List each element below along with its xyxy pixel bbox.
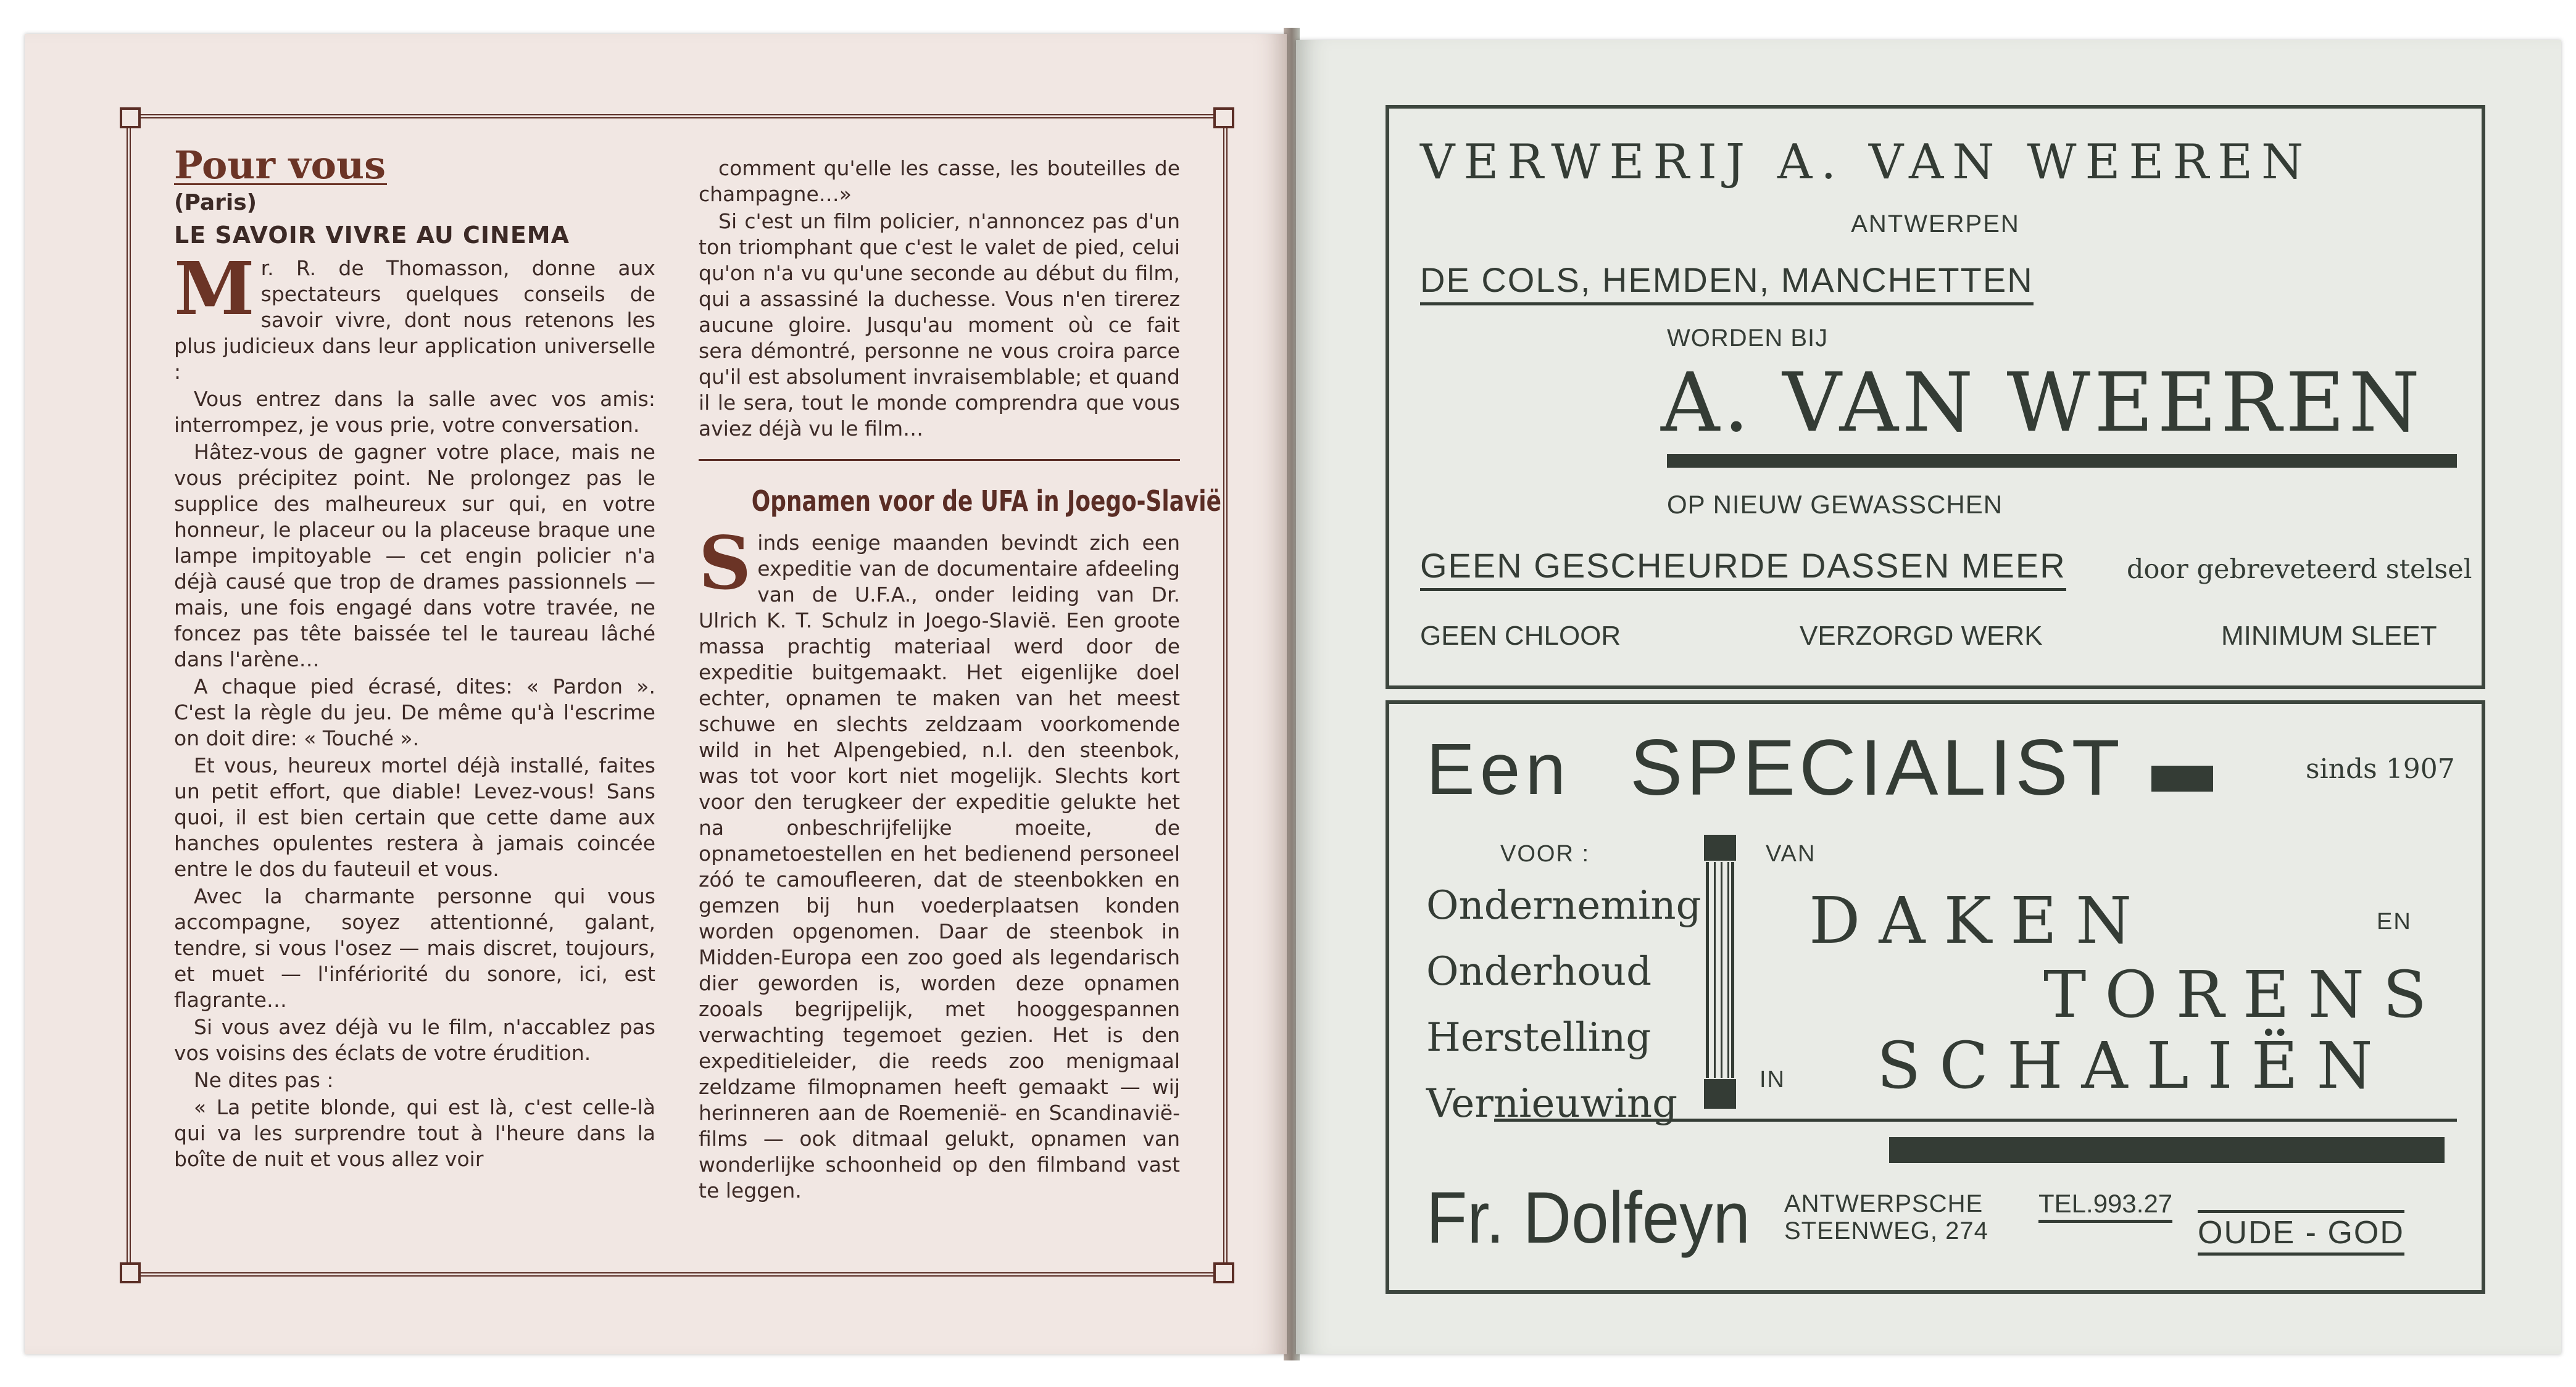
- article-paragraph: Et vous, heureux mortel déjà installé, faites un petit effort, que diable! Levez-vous! Sans quoi, il est bien certain que cette dame aux hanches opulentes restera à jamais coincée entre le dos du fauteuil et vous.: [174, 753, 655, 881]
- ad-en: EN: [2377, 909, 2412, 935]
- article-paragraph: Ne dites pas :: [194, 1068, 334, 1092]
- ad-service: Onderhoud: [1426, 949, 1652, 995]
- ad-company-name: A. VAN WEEREN: [1661, 355, 2424, 450]
- article-paragraph: Hâtez-vous de gagner votre place, mais ne vous précipitez point. Ne prolongez pas le supplice des malheureux sur qui, en votre honneur, le placeur ou la placeuse braque une lampe impitoyable — cet engin policier n'a déjà causé que trop de drames passionnels — mais, une fois engagé dans votre travée, ne foncez pas tête baissée tel le taureau lâché dans l'arène…: [174, 440, 655, 671]
- magazine-spread: [25, 28, 2561, 1354]
- drop-cap: S: [699, 520, 752, 606]
- article-heading: LE SAVOIR VIVRE AU CINEMA: [174, 222, 570, 249]
- ad-op-nieuw: OP NIEUW GEWASSCHEN: [1667, 490, 2003, 519]
- column-divider: [699, 459, 1180, 461]
- ad-daken: DAKEN: [1809, 883, 2151, 958]
- frame-corner-ornament: [1213, 1262, 1234, 1283]
- ad-torens: TORENS: [2043, 957, 2446, 1032]
- article-paragraph: Sinds eenige maanden bevindt zich een expeditie van de documentaire afdeeling van de U.F.A., onder leiding van Dr. Ulrich K. T. Schulz in Joego-Slavië. Een groote massa prachtig materiaal werd door de expeditie buitgemaakt. Het eigenlijke doel echter, opnamen te maken van het meest schuwe en slechts zeldzaam voorkomende wild in het Alpengebied, n.l. den steenbok, was tot voor kort niet mogelijk. Slechts kort voor den terugkeer der expeditie gelukte het na onbeschrijfelijke moeite, de opnametoestellen en het bedienend personeel zóó te camoufleeren, dat de steenbokken en gemzen bij hun voederplaatsen konden worden opgenomen. Daar de steenbok in Midden-Europa een zoo goed als legendarisch dier geworden is, worden deze opnamen zooals begrijpelijk, met hooggespannen verwachting tegemoet gezien. Het is den expeditieleider, die reeds zoo menigmaal zeldzame filmopnamen heeft gemaakt — wij herinneren aan de Roemenië- en Scandinavië-films — ook ditmaal gelukt, opnamen van wonderlijke schoonheid op den filmband vast te leggen.: [699, 520, 1180, 1203]
- frame-corner-ornament: [120, 107, 141, 128]
- ad-bar: [1667, 454, 2457, 468]
- ad-in: IN: [1760, 1067, 1785, 1093]
- frame-corner-ornament: [120, 1262, 141, 1283]
- column-ornament-top: [1704, 835, 1736, 861]
- ad-feature: GEEN CHLOOR: [1420, 621, 1621, 651]
- right-page: [1296, 40, 2561, 1354]
- ad-since: sinds 1907: [2306, 753, 2455, 785]
- ad-bar: [1889, 1137, 2445, 1163]
- article-column-2: [699, 155, 1221, 1205]
- column-ornament-base: [1704, 1079, 1736, 1109]
- ad-city: ANTWERPEN: [1851, 210, 2020, 238]
- article-title: Pour vous: [174, 143, 386, 188]
- article-paragraph: Si vous avez déjà vu le film, n'accablez pas vos voisins des éclats de votre érudition.: [174, 1015, 655, 1065]
- article-paragraph: Si c'est un film policier, n'annoncez pas d'un ton triomphant que c'est le valet de pied, celui qu'on n'a vu qu'une seconde au début du film, qui a assassiné la duchesse. Vous n'en tirerez aucune gloire. Jusqu'au moment où ce fait sera démontré, personne ne vous croira parce qu'il est absolument invraisemblable; et quand il le sera, tout le monde comprendra que vous aviez déjà vu le film…: [699, 209, 1180, 441]
- ad-worden-bij: WORDEN BIJ: [1667, 325, 1829, 352]
- ad-voor: VOOR :: [1500, 841, 1590, 867]
- ad-feature: VERZORGD WERK: [1800, 621, 2043, 651]
- ad-rule: [1494, 1119, 2457, 1122]
- ad-telephone: TEL.993.27: [2038, 1189, 2172, 1223]
- ad-locality: OUDE - GOD: [2198, 1210, 2404, 1256]
- ad-een: Een: [1426, 729, 1571, 810]
- advertisement-dolfeyn: [1386, 700, 2485, 1294]
- ad-block: [2151, 766, 2213, 792]
- article-column-1: [174, 143, 655, 1174]
- article-paragraph: Mr. R. de Thomasson, donne aux spectateurs quelques conseils de savoir vivre, dont nous retenons les plus judicieux dans leur application universelle :: [174, 246, 655, 384]
- ad-specialist: SPECIALIST: [1630, 724, 2124, 812]
- article-subtitle: (Paris): [174, 190, 257, 215]
- ad-company: Fr. Dolfeyn: [1426, 1177, 1750, 1259]
- ad-headline: VERWERIJ A. VAN WEEREN: [1420, 135, 2312, 190]
- drop-cap: M: [174, 246, 255, 331]
- column-ornament-shaft: [1706, 862, 1734, 1078]
- ad-items: DE COLS, HEMDEN, MANCHETTEN: [1420, 260, 2034, 305]
- ad-no-torn: GEEN GESCHEURDE DASSEN MEER: [1420, 545, 2066, 591]
- ad-service: Vernieuwing: [1426, 1081, 1678, 1127]
- ad-address: ANTWERPSCHE: [1784, 1190, 1984, 1217]
- article-paragraph: « La petite blonde, qui est là, c'est celle-là qui va les surprendre tout à l'heure dans la boîte de nuit et vous allez voir: [174, 1095, 655, 1171]
- left-page: [25, 34, 1287, 1354]
- frame-corner-ornament: [1213, 107, 1234, 128]
- ad-feature: MINIMUM SLEET: [2221, 621, 2437, 651]
- ad-van: VAN: [1766, 841, 1816, 867]
- ornamental-frame: [127, 114, 1228, 1277]
- ad-service: Herstelling: [1426, 1015, 1652, 1061]
- article-paragraph: Vous entrez dans la salle avec vos amis: interrompez, je vous prie, votre conversation.: [174, 387, 655, 437]
- article-paragraph: Avec la charmante personne qui vous accompagne, soyez attentionné, galant, tendre, si vous l'osez — mais discret, toujours, et muet — l'infériorité du sonore, ici, est flagrante…: [174, 884, 655, 1012]
- article-paragraph: comment qu'elle les casse, les bouteilles de champagne…»: [699, 156, 1180, 206]
- ad-service: Onderneming: [1426, 883, 1701, 929]
- article-paragraph: A chaque pied écrasé, dites: « Pardon ». C'est la règle du jeu. De même qu'à l'escrime on doit dire: « Touché ».: [174, 674, 655, 750]
- ad-address: STEENWEG, 274: [1784, 1217, 1988, 1244]
- ad-patent: door gebreveteerd stelsel: [2127, 554, 2472, 585]
- ad-schalien: SCHALIËN: [1877, 1028, 2391, 1103]
- advertisement-van-weeren: [1386, 105, 2485, 689]
- article-title: Opnamen voor de UFA in Joego-Slavië: [751, 484, 1221, 518]
